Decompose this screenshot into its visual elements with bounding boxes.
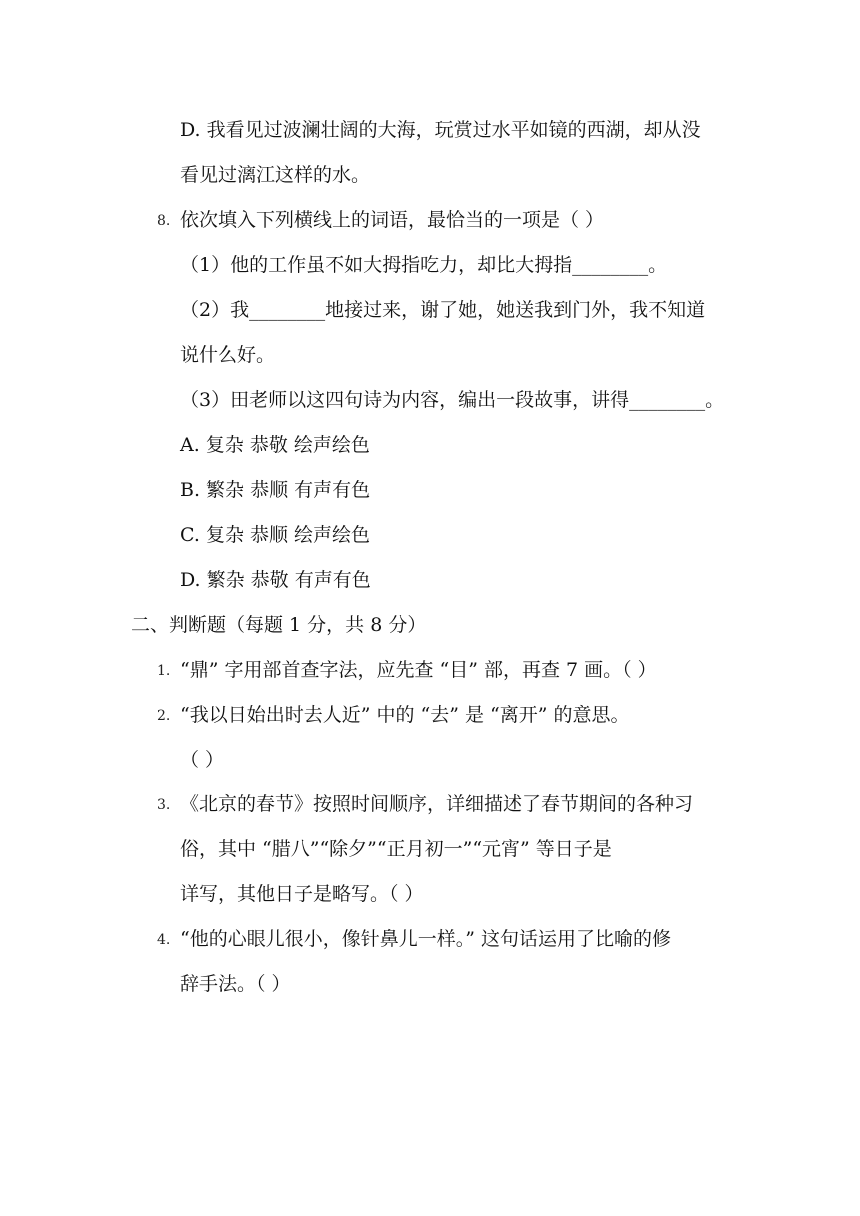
q8-option-a: A. 复杂 恭敬 绘声绘色 bbox=[180, 434, 370, 456]
q8-blank2-line2: 说什么好。 bbox=[180, 344, 276, 366]
judge-2-line2: （ ） bbox=[180, 749, 225, 771]
q7-option-d-line1: D. 我看见过波澜壮阔的大海，玩赏过水平如镜的西湖，却从没 bbox=[180, 119, 701, 141]
judge-4-line1: “他的心眼儿很小，像针鼻儿一样。” 这句话运用了比喻的修 bbox=[180, 928, 671, 950]
q8-number: 8. bbox=[157, 213, 171, 229]
q8-blank1: （1）他的工作虽不如大拇指吃力，却比大拇指________。 bbox=[180, 254, 668, 276]
judge-4-line2: 辞手法。（ ） bbox=[180, 973, 291, 995]
q8-stem: 依次填入下列横线上的词语，最恰当的一项是（ ） bbox=[180, 209, 605, 231]
judge-1-number: 1. bbox=[157, 663, 171, 679]
judge-1-line1: “鼎” 字用部首查字法，应先查 “目” 部，再查 7 画。（ ） bbox=[180, 659, 657, 681]
q8-blank3: （3）田老师以这四句诗为内容，编出一段故事，讲得________。 bbox=[180, 389, 725, 411]
section2-heading: 二、判断题（每题 1 分，共 8 分） bbox=[131, 614, 427, 636]
judge-2-line1: “我以日始出时去人近” 中的 “去” 是 “离开” 的意思。 bbox=[180, 704, 630, 726]
judge-2-number: 2. bbox=[157, 708, 171, 724]
q8-option-c: C. 复杂 恭顺 绘声绘色 bbox=[180, 524, 371, 546]
judge-3-line2: 俗，其中 “腊八”“除夕”“正月初一”“元宵” 等日子是 bbox=[180, 838, 612, 860]
judge-3-line3: 详写，其他日子是略写。（ ） bbox=[180, 883, 424, 905]
judge-3-line1: 《北京的春节》按照时间顺序，详细描述了春节期间的各种习 bbox=[180, 793, 694, 815]
judge-4-number: 4. bbox=[157, 932, 171, 948]
q8-option-d: D. 繁杂 恭敬 有声有色 bbox=[180, 569, 371, 591]
q8-blank2-line1: （2）我________地接过来，谢了她，她送我到门外，我不知道 bbox=[180, 299, 706, 321]
q7-option-d-line2: 看见过漓江这样的水。 bbox=[180, 164, 371, 186]
judge-3-number: 3. bbox=[157, 797, 171, 813]
q8-option-b: B. 繁杂 恭顺 有声有色 bbox=[180, 479, 371, 501]
